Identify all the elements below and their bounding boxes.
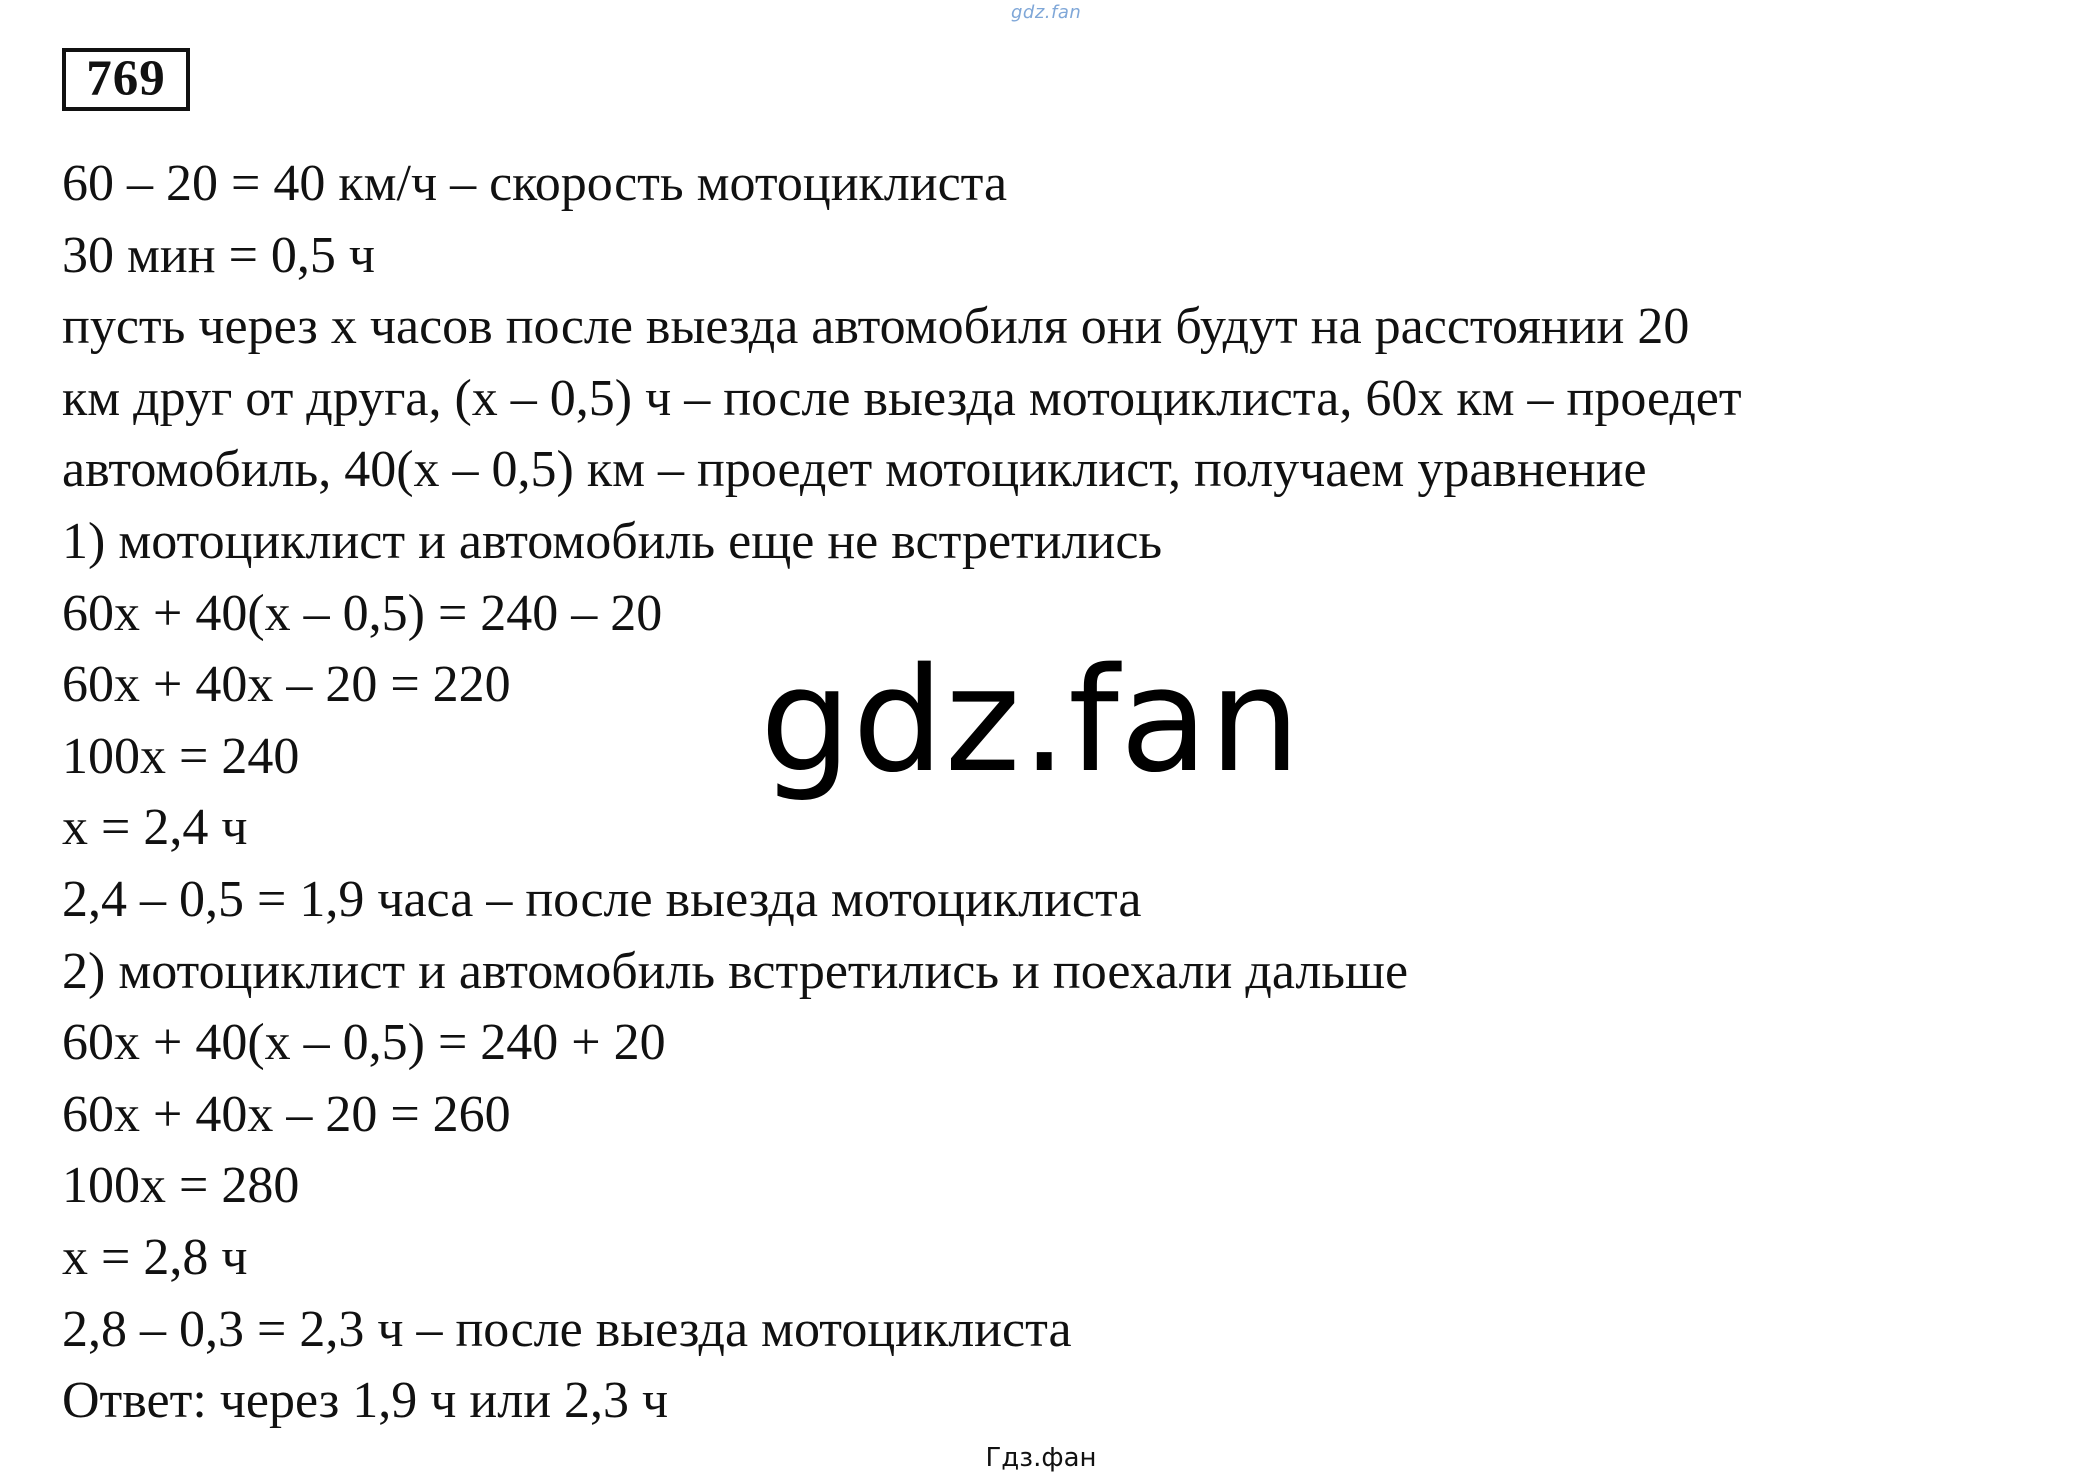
answer-line: Ответ: через 1,9 ч или 2,3 ч — [62, 1372, 669, 1430]
solution-line: 100х = 240 — [62, 727, 300, 785]
top-watermark: gdz.fan — [1011, 2, 1082, 23]
solution-line: пусть через х часов после выезда автомобиля они будут на расстоянии 20 — [62, 298, 1690, 356]
center-watermark: gdz.fan — [760, 636, 1302, 804]
solution-line: 100х = 280 — [62, 1157, 300, 1215]
solution-line: км друг от друга, (х – 0,5) ч – после выезда мотоциклиста, 60х км – проедет — [62, 369, 1742, 427]
problem-number: 769 — [62, 48, 190, 111]
solution-line: автомобиль, 40(х – 0,5) км – проедет мотоциклист, получаем уравнение — [62, 441, 1647, 499]
solution-line: 1) мотоциклист и автомобиль еще не встретились — [62, 512, 1163, 570]
solution-line: 30 мин = 0,5 ч — [62, 226, 376, 284]
solution-line: 2,8 – 0,3 = 2,3 ч – после выезда мотоциклиста — [62, 1300, 1072, 1358]
solution-line: 60 – 20 = 40 км/ч – скорость мотоциклиста — [62, 155, 1008, 212]
solution-line: 2,4 – 0,5 = 1,9 часа – после выезда мотоциклиста — [62, 870, 1142, 928]
solution-line: 60х + 40х – 20 = 260 — [62, 1085, 511, 1143]
solution-line: х = 2,4 ч — [62, 799, 248, 857]
solution-line: 60х + 40х – 20 = 220 — [62, 656, 511, 714]
solution-line: 60х + 40(х – 0,5) = 240 – 20 — [62, 584, 663, 642]
solution-line: 2) мотоциклист и автомобиль встретились и поехали дальше — [62, 942, 1409, 1000]
solution-line: х = 2,8 ч — [62, 1228, 248, 1286]
solution-line: 60х + 40(х – 0,5) = 240 + 20 — [62, 1014, 666, 1072]
footer-watermark: Гдз.фан — [985, 1443, 1097, 1473]
